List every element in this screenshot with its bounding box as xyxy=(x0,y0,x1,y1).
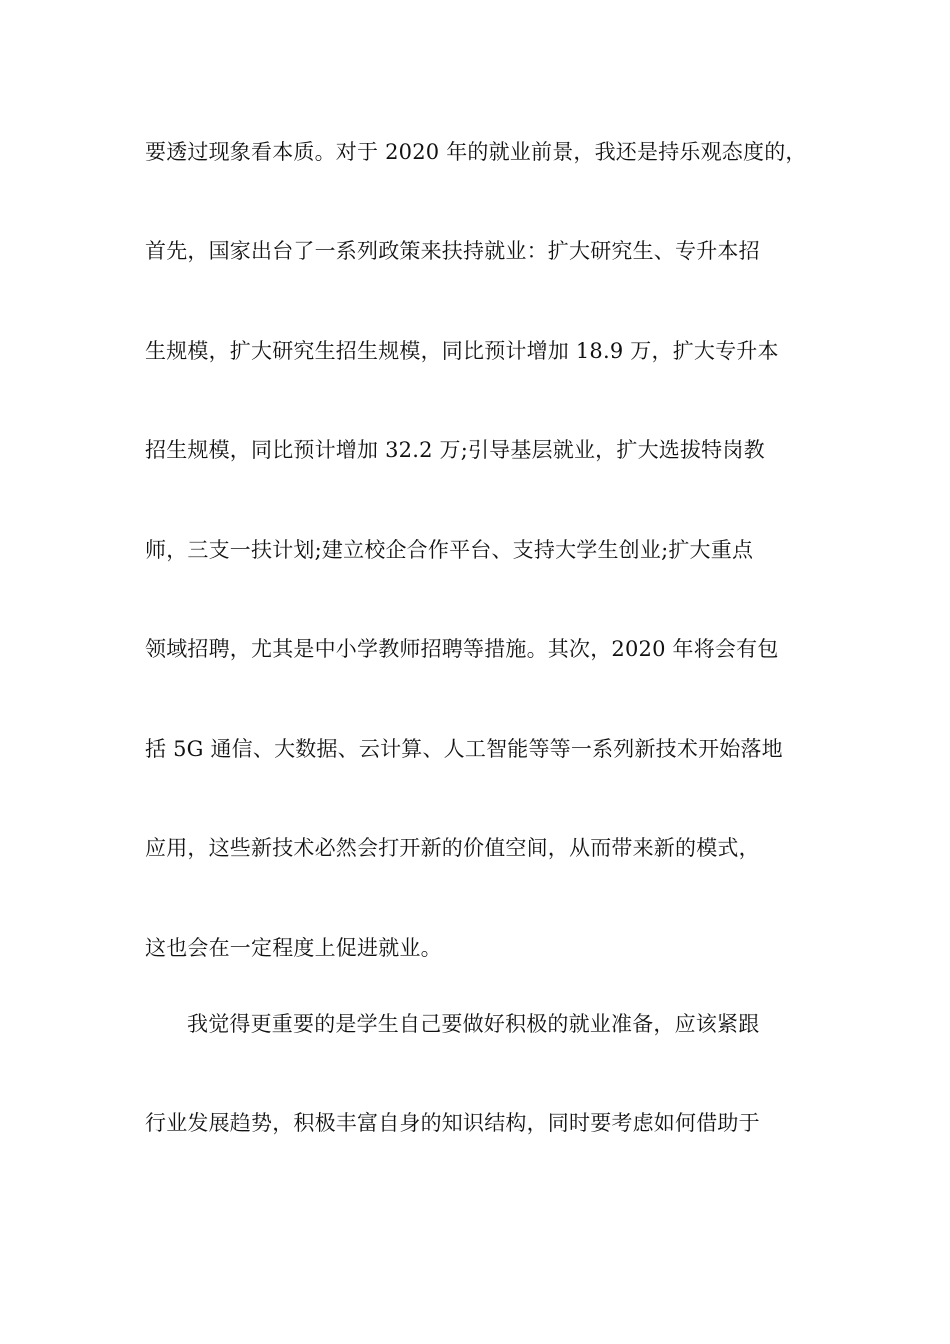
text-line: 这也会在一定程度上促进就业。 xyxy=(145,936,442,960)
text-line: 师，三支一扶计划;建立校企合作平台、支持大学生创业;扩大重点 xyxy=(145,538,754,562)
text-line: 要透过现象看本质。对于 2020 年的就业前景，我还是持乐观态度的， xyxy=(145,140,807,164)
text-line: 领域招聘，尤其是中小学教师招聘等措施。其次，2020 年将会有包 xyxy=(145,637,779,661)
text-line: 括 5G 通信、大数据、云计算、人工智能等等一系列新技术开始落地 xyxy=(145,737,783,761)
text-line: 生规模，扩大研究生招生规模，同比预计增加 18.9 万，扩大专升本 xyxy=(145,339,779,363)
text-line: 招生规模，同比预计增加 32.2 万;引导基层就业，扩大选拔特岗教 xyxy=(145,438,765,462)
text-line: 应用，这些新技术必然会打开新的价值空间，从而带来新的模式， xyxy=(145,836,760,860)
text-line: 首先，国家出台了一系列政策来扶持就业：扩大研究生、专升本招 xyxy=(145,239,760,263)
text-line: 我觉得更重要的是学生自己要做好积极的就业准备，应该紧跟 xyxy=(187,1012,760,1036)
text-line: 行业发展趋势，积极丰富自身的知识结构，同时要考虑如何借助于 xyxy=(145,1111,760,1135)
